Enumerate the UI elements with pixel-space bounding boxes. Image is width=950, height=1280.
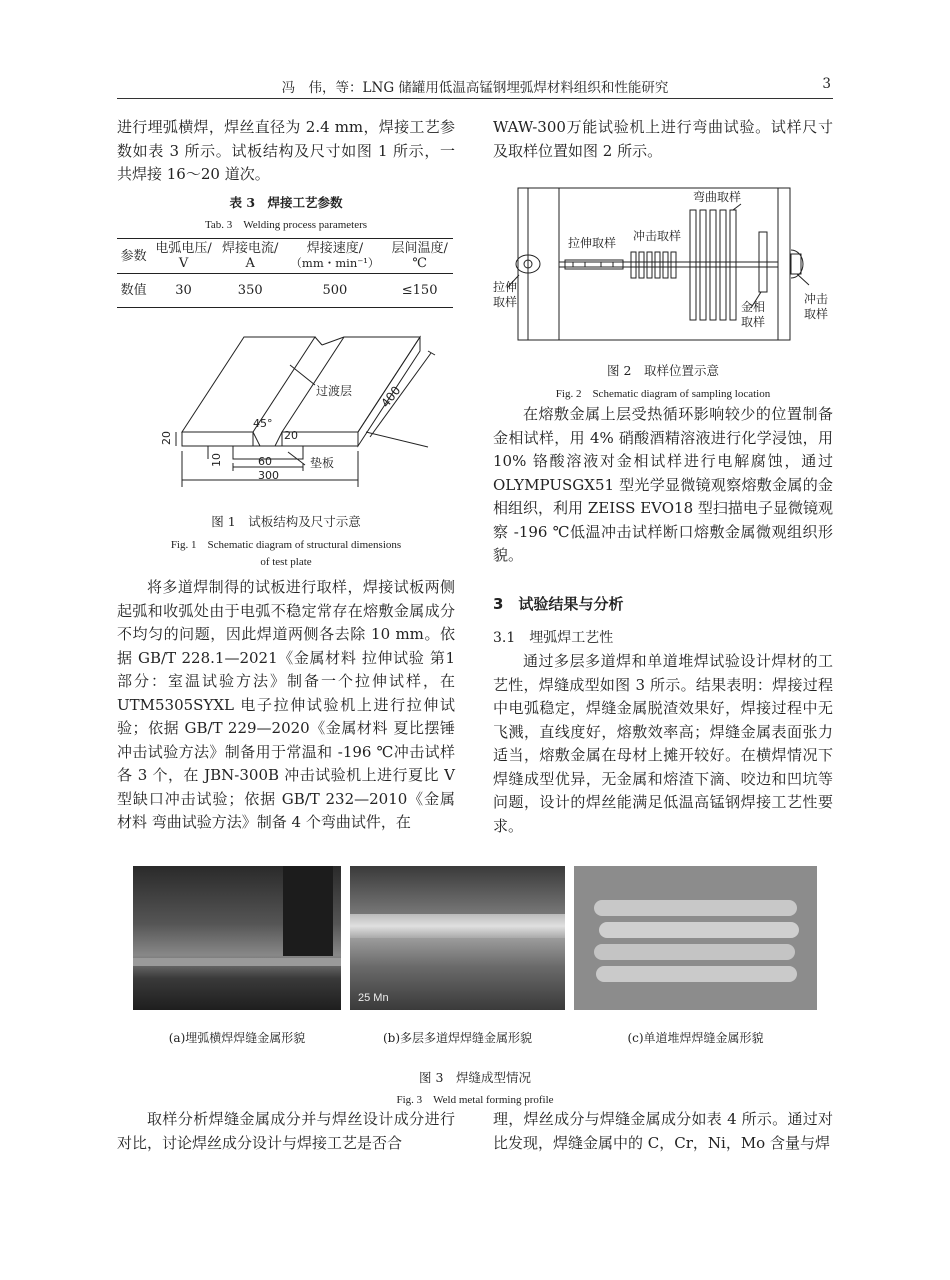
section-3-heading: 3 试验结果与分析 bbox=[493, 595, 624, 613]
fig2-label-impact-side-1: 冲击 bbox=[804, 292, 829, 306]
fig1-label-gap: 20 bbox=[284, 429, 298, 442]
table3-caption-en: Tab. 3 Welding process parameters bbox=[204, 219, 368, 231]
figure1-caption-en-1: Fig. 1 Schematic diagram of structural dimensions bbox=[170, 539, 402, 551]
fig2-label-tensile-side-1: 拉伸 bbox=[493, 280, 518, 294]
table3-row bbox=[117, 274, 453, 308]
figure2-diagram bbox=[493, 180, 838, 355]
figure3-photo-b bbox=[350, 866, 565, 1010]
table3-caption-cn: 表 3 焊接工艺参数 bbox=[229, 195, 343, 210]
figure2-caption-cn: 图 2 取样位置示意 bbox=[607, 363, 719, 378]
figure3-subcaption-b: (b)多层多道焊焊缝金属形貌 bbox=[382, 1031, 533, 1045]
table3-cell: 数值 bbox=[120, 283, 147, 298]
right-paragraph-2: 在熔敷金属上层受热循环影响较少的位置制备金相试样，用 4% 硝酸酒精溶液进行化学浸蚀，用 10% 铬酸溶液对金相试样进行电解腐蚀，通过 OLYMPUSGX51 型光学显微镜观察熔敷金属的金相组织，利用 ZEISS EVO18 型扫描电子显微镜观察 -196 ℃低温冲击试样断口熔敷金属微观组织形貌。 bbox=[493, 405, 833, 564]
fig1-label-transition: 过渡层 bbox=[316, 384, 353, 398]
figure3-photo-a bbox=[133, 866, 341, 1010]
right-paragraph-1: WAW-300万能试验机上进行弯曲试验。试样尺寸及取样位置如图 2 所示。 bbox=[493, 118, 833, 160]
figure1-caption-cn: 图 1 试板结构及尺寸示意 bbox=[211, 514, 361, 529]
table3-header-cell: 层间温度/ ℃ bbox=[391, 241, 448, 271]
figure2-caption-en: Fig. 2 Schematic diagram of sampling location bbox=[555, 388, 771, 400]
figure3-subcaption-c: (c)单道堆焊焊缝金属形貌 bbox=[627, 1031, 764, 1045]
fig2-label-tensile-side-2: 取样 bbox=[493, 295, 518, 309]
bottom-left-paragraph: 取样分析焊缝金属成分并与焊丝设计成分进行对比，讨论焊丝成分设计与焊接工艺是否合 bbox=[117, 1110, 455, 1152]
fig1-label-thickness: 20 bbox=[160, 431, 173, 445]
table3-header-row bbox=[117, 239, 453, 274]
left-paragraph-1: 进行埋弧横焊，焊丝直径为 2.4 mm，焊接工艺参数如表 3 所示。试板结构及尺寸如图 1 所示，一共焊接 16～20 道次。 bbox=[117, 118, 455, 183]
table3-cell: 500 bbox=[322, 283, 348, 298]
fig1-label-width: 300 bbox=[258, 469, 279, 482]
right-paragraph-3: 通过多层多道焊和单道堆焊试验设计焊材的工艺性，焊缝成型如图 3 所示。结果表明：焊接过程中电弧稳定，焊缝金属脱渣效果好，焊接过程中无飞溅，直线度好，熔敷效率高；焊缝金属表面张力适当，熔敷金属在母材上摊开较好。在横焊情况下焊缝成型优异，无金属和熔渣下滴、咬边和凹坑等问题，设计的焊丝能满足低温高锰钢焊接工艺性要求。 bbox=[493, 652, 833, 835]
fig1-label-backing-thick: 10 bbox=[210, 453, 223, 467]
running-header bbox=[117, 74, 833, 99]
fig1-label-backing: 垫板 bbox=[310, 456, 335, 470]
figure3-caption-en: Fig. 3 Weld metal forming profile bbox=[396, 1094, 554, 1106]
fig2-label-bend: 弯曲取样 bbox=[693, 190, 742, 204]
table3-cell: ≤150 bbox=[401, 283, 438, 298]
table3-header-cell: 焊接速度/ （mm・min⁻¹） bbox=[290, 241, 380, 270]
table3-header-cell: 电弧电压/ V bbox=[155, 241, 212, 271]
page-number: 3 bbox=[822, 76, 831, 92]
bottom-right-paragraph: 理，焊丝成分与焊缝金属成分如表 4 所示。通过对比发现，焊缝金属中的 C，Cr，Ni，Mo 含量与焊 bbox=[493, 1110, 833, 1152]
photo-b-label: 25 Mn bbox=[358, 992, 389, 1004]
table3-header-cell: 参数 bbox=[120, 248, 147, 264]
figure1-caption-en-2: of test plate bbox=[260, 556, 312, 568]
table3-cell: 30 bbox=[175, 283, 192, 298]
figure3-subcaption-a: (a)埋弧横焊焊缝金属形貌 bbox=[168, 1031, 306, 1045]
fig1-label-length: 400 bbox=[378, 383, 404, 411]
fig1-label-backing-width: 60 bbox=[258, 455, 272, 468]
section-3-1-heading: 3.1 埋弧焊工艺性 bbox=[493, 630, 614, 646]
table3-cell: 350 bbox=[237, 283, 263, 298]
figure3-caption-cn: 图 3 焊缝成型情况 bbox=[419, 1070, 531, 1085]
figure3-photo-c bbox=[574, 866, 817, 1010]
table3 bbox=[117, 238, 453, 308]
left-paragraph-2: 将多道焊制得的试板进行取样，焊接试板两侧起弧和收弧处由于电弧不稳定常存在熔敷金属成分不均匀的问题，因此焊道两侧各去除 10 mm。依据 GB/T 228.1—2021《金属材料 拉伸试验 第1部分：室温试验方法》制备一个拉伸试样，在 UTM5305SYXL 电子拉伸试验机上进行拉伸试验；依据 GB/T 229—2020《金属材料 夏比摆锤冲击试验方法》制备用于常温和 -196 ℃冲击试样各 3 个，在 JBN-300B 冲击试验机上进行夏比 V 型缺口冲击试验；依据 GB/T 232—2010《金属材料 弯曲试验方法》制备 4 个弯曲试件，在 bbox=[117, 578, 455, 831]
fig2-label-tensile: 拉伸取样 bbox=[568, 236, 617, 250]
running-title: 冯 伟，等：LNG 储罐用低温高锰钢埋弧焊材料组织和性能研究 bbox=[281, 80, 669, 96]
fig2-label-metallo-2: 取样 bbox=[741, 315, 766, 329]
figure1-diagram bbox=[130, 325, 460, 505]
fig2-label-impact: 冲击取样 bbox=[633, 229, 682, 243]
fig1-label-angle: 45° bbox=[253, 417, 273, 430]
fig2-label-metallo-1: 金相 bbox=[741, 300, 766, 314]
table3-header-cell: 焊接电流/ A bbox=[222, 241, 279, 271]
fig2-label-impact-side-2: 取样 bbox=[804, 307, 829, 321]
